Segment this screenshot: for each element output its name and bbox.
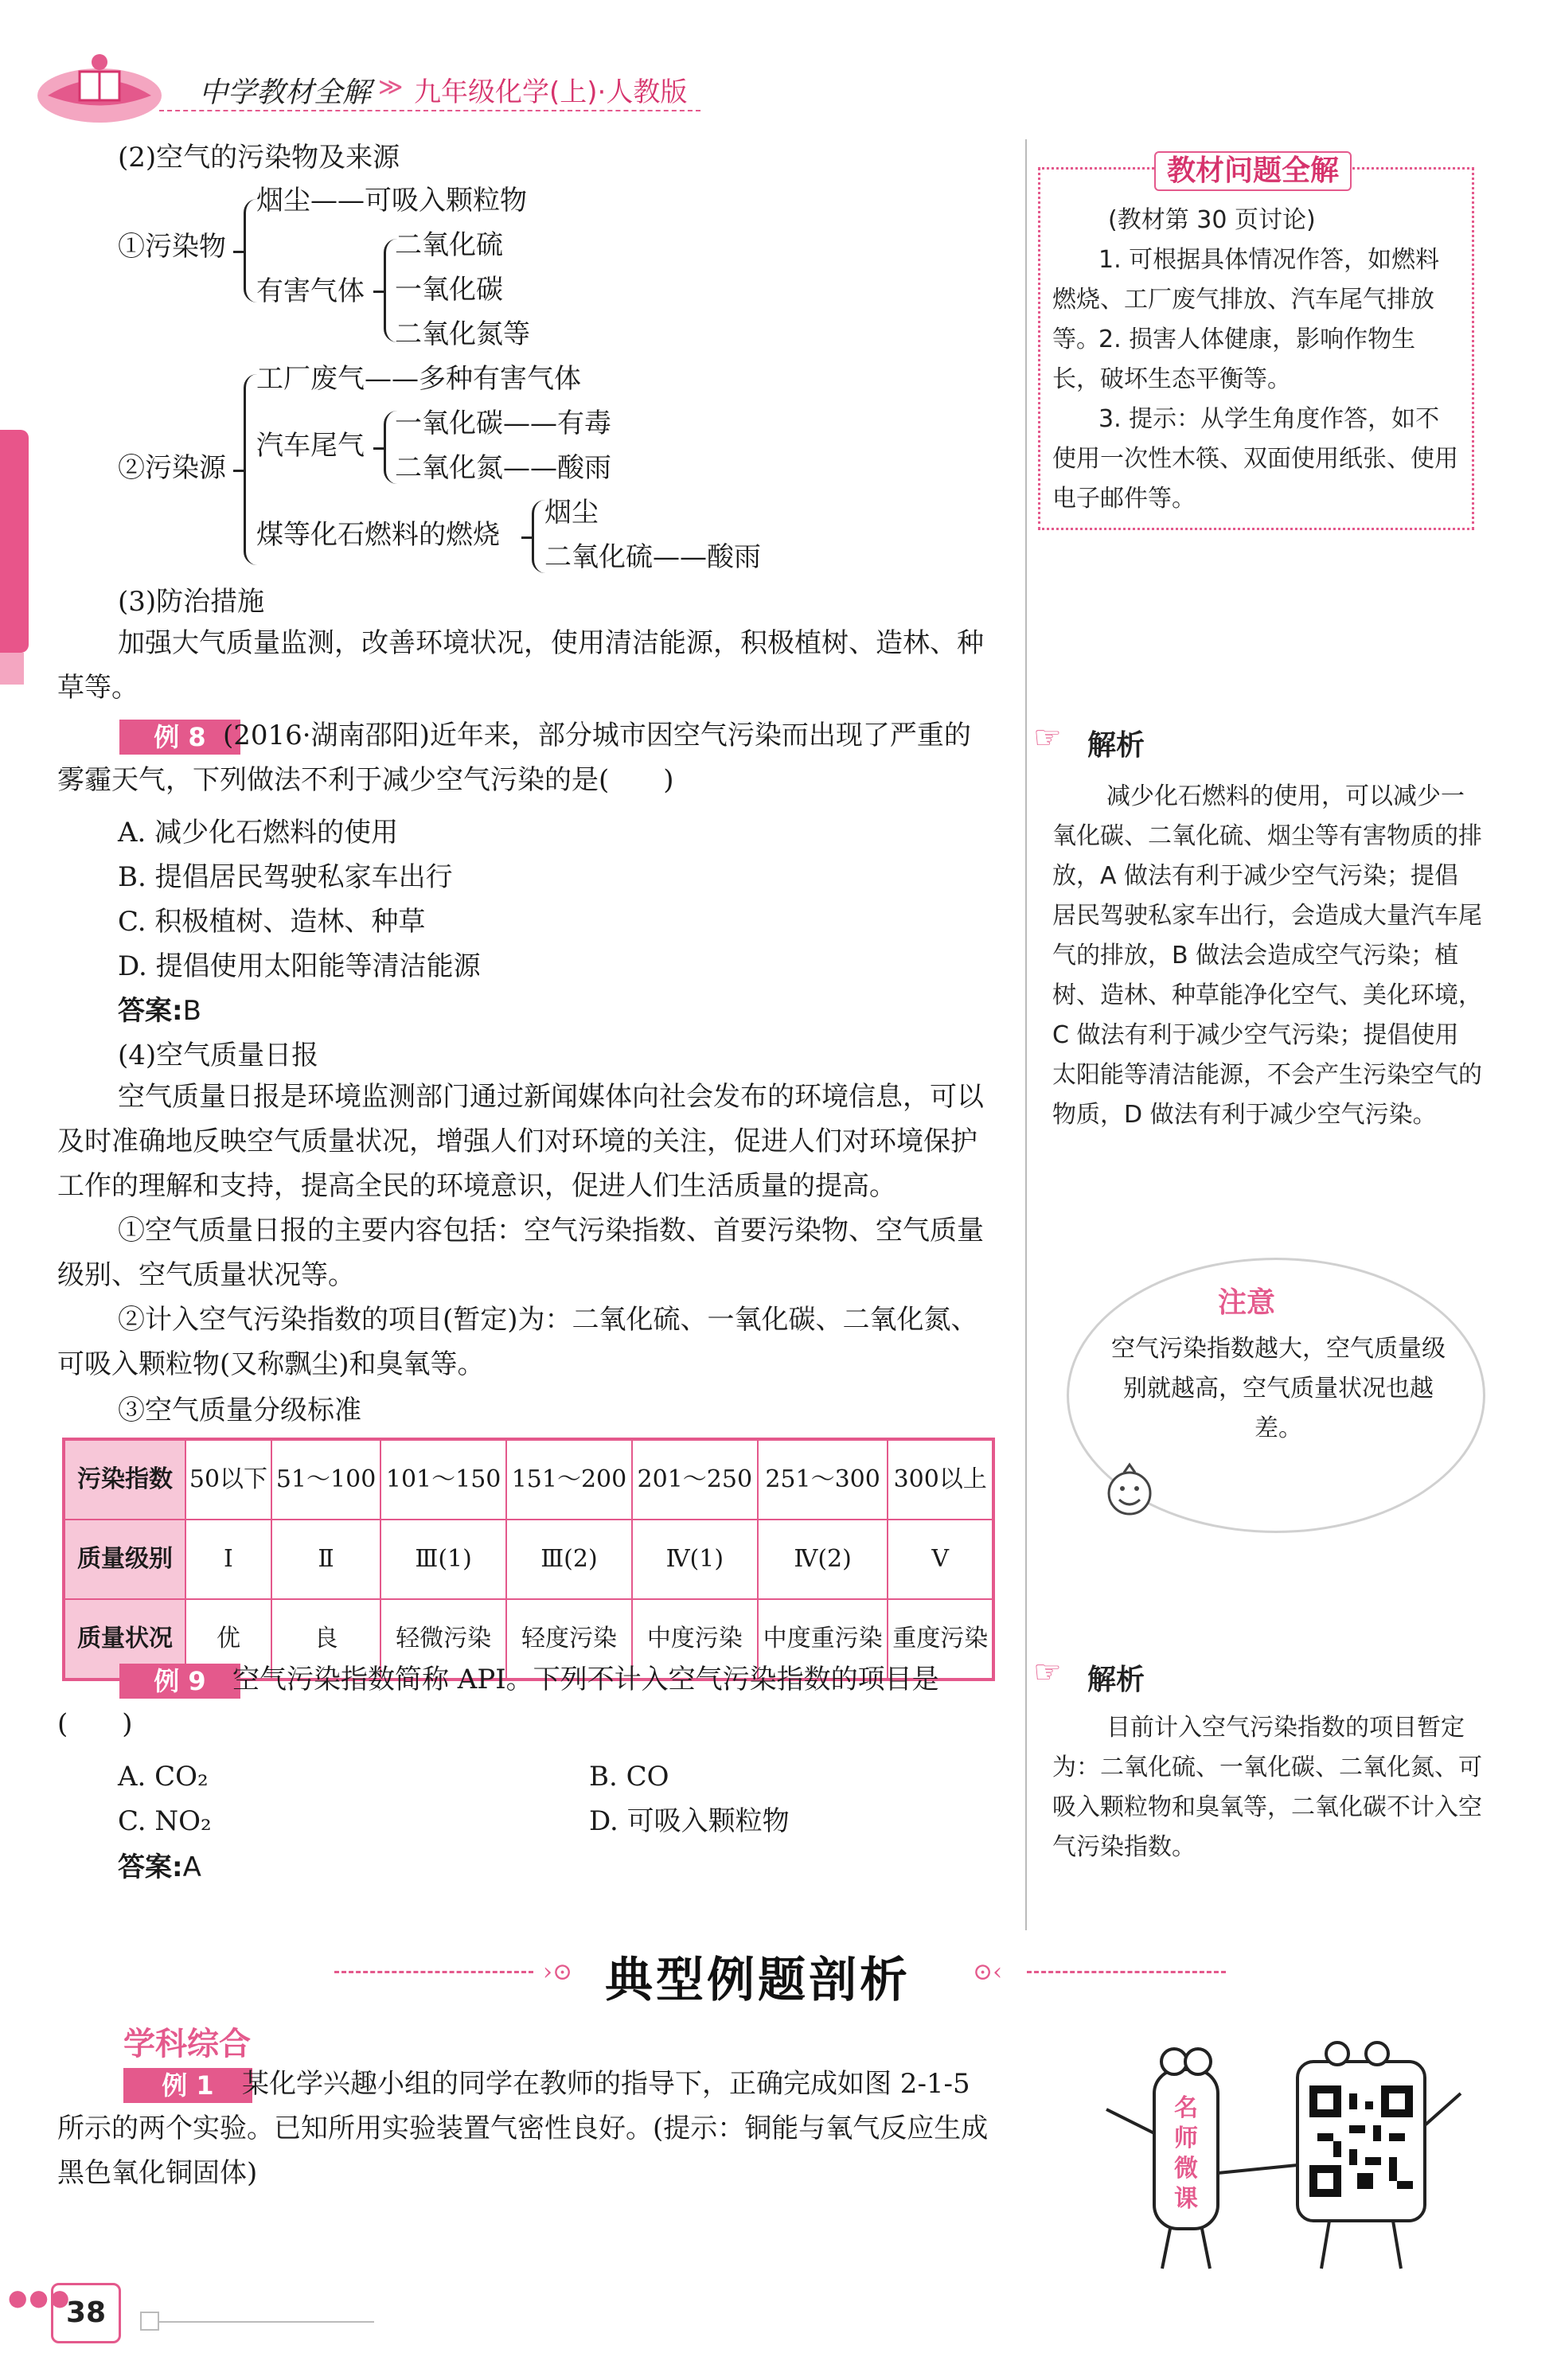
- car-item-1: 一氧化碳——有毒: [395, 408, 611, 439]
- pointing-hand-icon: ☞: [1033, 720, 1062, 756]
- index-cell: 300以上: [888, 1439, 993, 1520]
- prevention-text: 加强大气质量监测，改善环境状况，使用清洁能源，积极植树、造林、种草等。: [57, 627, 984, 704]
- row-header-level: 质量级别: [64, 1520, 185, 1599]
- gas-item-3: 二氧化氮等: [395, 318, 530, 350]
- index-cell: 50以下: [185, 1439, 271, 1520]
- qr-code-icon[interactable]: [1309, 2085, 1413, 2197]
- factory-item: 工厂废气——多种有害气体: [256, 363, 581, 395]
- book-logo-icon: [32, 48, 167, 127]
- section-arrow-right-icon: ⊙‹: [973, 1958, 1003, 1986]
- pointing-hand-icon-2: ☞: [1033, 1654, 1062, 1691]
- daily-report-p1: 空气质量日报是环境监测部门通过新闻媒体向社会发布的环境信息，可以及时准确地反映空气质量状况，增强人们对环境的关注，促进人们对环境保护工作的理解和支持，提高全民的环境意识，促进人们生活质量的提高。: [57, 1081, 984, 1202]
- row-header-index: 污染指数: [64, 1439, 185, 1520]
- level-cell: Ⅲ(2): [506, 1520, 632, 1599]
- daily-report-p2: ①空气质量日报的主要内容包括：空气污染指数、首要污染物、空气质量级别、空气质量状况等。: [57, 1215, 984, 1291]
- section-line-left: [334, 1971, 533, 1973]
- analysis-1-text: 减少化石燃料的使用，可以减少一氧化碳、二氧化硫、烟尘等有害物质的排放，A 做法有利于减少空气污染；提倡居民驾驶私家车出行，会造成大量汽车尾气的排放，B 做法会造成空气污染；植树、造林、种草能净化空气、美化环境，C 做法有利于减少空气污染；提倡使用太阳能等清洁能源，不会产生污染空气的物质，D 做法有利于减少空气污染。: [1052, 782, 1482, 1129]
- sources-brace: [244, 374, 257, 565]
- level-cell: Ⅱ: [271, 1520, 380, 1599]
- analysis-1-label: 解析: [1087, 729, 1145, 762]
- example-9-option-b: B. CO: [589, 1761, 669, 1793]
- gas-item-1: 二氧化硫: [395, 229, 503, 261]
- daily-report-p4: ③空气质量分级标准: [118, 1395, 361, 1426]
- level-cell: Ⅲ(1): [380, 1520, 506, 1599]
- index-cell: 51～100: [271, 1439, 380, 1520]
- section-line-right: [1027, 1971, 1226, 1973]
- column-divider: [1025, 139, 1027, 1930]
- example-9-tag: 例 9: [119, 1664, 240, 1699]
- page-number: 38: [51, 2283, 121, 2343]
- prevention-heading: (3)防治措施: [118, 586, 265, 618]
- car-label: 汽车尾气: [256, 430, 365, 462]
- example-9-answer-label: 答案:: [118, 1851, 183, 1883]
- header-separator: ≫: [378, 73, 404, 101]
- index-cell: 151～200: [506, 1439, 632, 1520]
- example-1-tag: 例 1: [123, 2068, 252, 2103]
- footer-dots-icon: ●●●: [8, 2284, 72, 2311]
- fuel-item-2: 二氧化硫——酸雨: [544, 541, 761, 573]
- example-9-option-c: C. NO₂: [118, 1805, 212, 1837]
- textbook-answer-1: 1. 可根据具体情况作答，如燃料燃烧、工厂废气排放、汽车尾气排放等。: [1052, 246, 1440, 353]
- fuel-item-1: 烟尘: [544, 497, 599, 529]
- index-cell: 251～300: [758, 1439, 888, 1520]
- index-cell: 101～150: [380, 1439, 506, 1520]
- note-title: 注意: [1218, 1286, 1276, 1319]
- example-9-answer: A: [182, 1851, 201, 1883]
- header-divider: [159, 110, 700, 111]
- example-9-option-d: D. 可吸入颗粒物: [589, 1805, 790, 1837]
- video-lesson-label: 名师微课: [1174, 2094, 1198, 2213]
- fuel-brace: [532, 500, 545, 573]
- textbook-answer-3: 3. 提示：从学生角度作答，如不使用一次性木筷、双面使用纸张、使用电子邮件等。: [1052, 405, 1458, 513]
- pollution-heading: (2)空气的污染物及来源: [118, 142, 400, 174]
- book-title: 中学教材全解: [199, 76, 372, 109]
- example-8-option-b: B. 提倡居民驾驶私家车出行: [118, 861, 453, 893]
- row-header-status: 质量状况: [64, 1599, 185, 1680]
- example-9-stem: 空气污染指数简称 API。下列不计入空气污染指数的项目是( ): [57, 1664, 939, 1740]
- example-8-tag: 例 8: [119, 720, 240, 755]
- example-9-option-a: A. CO₂: [118, 1761, 209, 1793]
- status-cell: 轻度污染: [506, 1599, 632, 1680]
- level-cell: Ⅰ: [185, 1520, 271, 1599]
- section-arrow-left-icon: ›⊙: [543, 1958, 573, 1986]
- example-8-answer: B: [182, 995, 201, 1027]
- car-item-2: 二氧化氮——酸雨: [395, 452, 611, 484]
- example-8-answer-label: 答案:: [118, 995, 183, 1027]
- pollutants-brace: [244, 199, 257, 302]
- status-cell: 轻微污染: [380, 1599, 506, 1680]
- index-cell: 201～250: [632, 1439, 758, 1520]
- level-cell: Ⅳ(1): [632, 1520, 758, 1599]
- textbook-answer-2: 2. 损害人体健康，影响作物生长，破坏生态平衡等。: [1052, 326, 1416, 393]
- chapter-tab-shadow: [0, 653, 24, 685]
- harmful-gas-label: 有害气体: [256, 275, 365, 307]
- section-title: 典型例题剖析: [605, 1953, 911, 2008]
- analysis-2-text: 目前计入空气污染指数的项目暂定为：二氧化硫、一氧化碳、二氧化氮、可吸入颗粒物和臭氧等，二氧化碳不计入空气污染指数。: [1052, 1714, 1482, 1861]
- daily-report-heading: (4)空气质量日报: [118, 1040, 319, 1071]
- example-8-option-a: A. 减少化石燃料的使用: [118, 817, 399, 849]
- book-subtitle: 九年级化学(上)·人教版: [414, 76, 688, 108]
- dust-item: 烟尘——可吸入颗粒物: [256, 185, 527, 217]
- status-cell: 良: [271, 1599, 380, 1680]
- status-cell: 中度重污染: [758, 1599, 888, 1680]
- smiley-icon: [1102, 1461, 1157, 1525]
- pollutants-label: ①污染物: [118, 231, 226, 263]
- status-cell: 重度污染: [888, 1599, 993, 1680]
- chapter-tab: [0, 430, 29, 653]
- example-8-stem: (2016·湖南邵阳)近年来，部分城市因空气污染而出现了严重的雾霾天气，下列做法不利于减少空气污染的是( ): [57, 720, 971, 796]
- example-8-option-d: D. 提倡使用太阳能等清洁能源: [118, 950, 481, 982]
- footer-square-icon: [140, 2312, 159, 2331]
- video-lesson-panel[interactable]: [1098, 2038, 1465, 2277]
- sources-label: ②污染源: [118, 452, 226, 484]
- example-8-option-c: C. 积极植树、造林、种草: [118, 906, 426, 938]
- note-text: 空气污染指数越大，空气质量级别就越高，空气质量状况也越差。: [1111, 1335, 1446, 1442]
- status-cell: 优: [185, 1599, 271, 1680]
- gas-item-2: 一氧化碳: [395, 274, 503, 306]
- daily-report-p3: ②计入空气污染指数的项目(暂定)为：二氧化硫、一氧化碳、二氧化氮、可吸入颗粒物(又称飘尘)和臭氧等。: [57, 1304, 978, 1380]
- textbook-questions-title: 教材问题全解: [1154, 151, 1352, 191]
- table-row-index: [64, 1439, 993, 1520]
- level-cell: Ⅴ: [888, 1520, 993, 1599]
- subject-heading: 学科综合: [123, 2026, 251, 2062]
- level-cell: Ⅳ(2): [758, 1520, 888, 1599]
- status-cell: 中度污染: [632, 1599, 758, 1680]
- textbook-questions-ref: (教材第 30 页讨论): [1108, 206, 1316, 234]
- footer-line: [159, 2321, 374, 2323]
- table-row-level: [64, 1520, 993, 1599]
- example-1-text: 某化学兴趣小组的同学在教师的指导下，正确完成如图 2-1-5 所示的两个实验。已知所用实验装置气密性良好。(提示：铜能与氧气反应生成黑色氧化铜固体): [57, 2068, 989, 2189]
- air-quality-table: [62, 1438, 995, 1681]
- fuel-label: 煤等化石燃料的燃烧: [256, 519, 500, 551]
- analysis-2-label: 解析: [1087, 1664, 1145, 1696]
